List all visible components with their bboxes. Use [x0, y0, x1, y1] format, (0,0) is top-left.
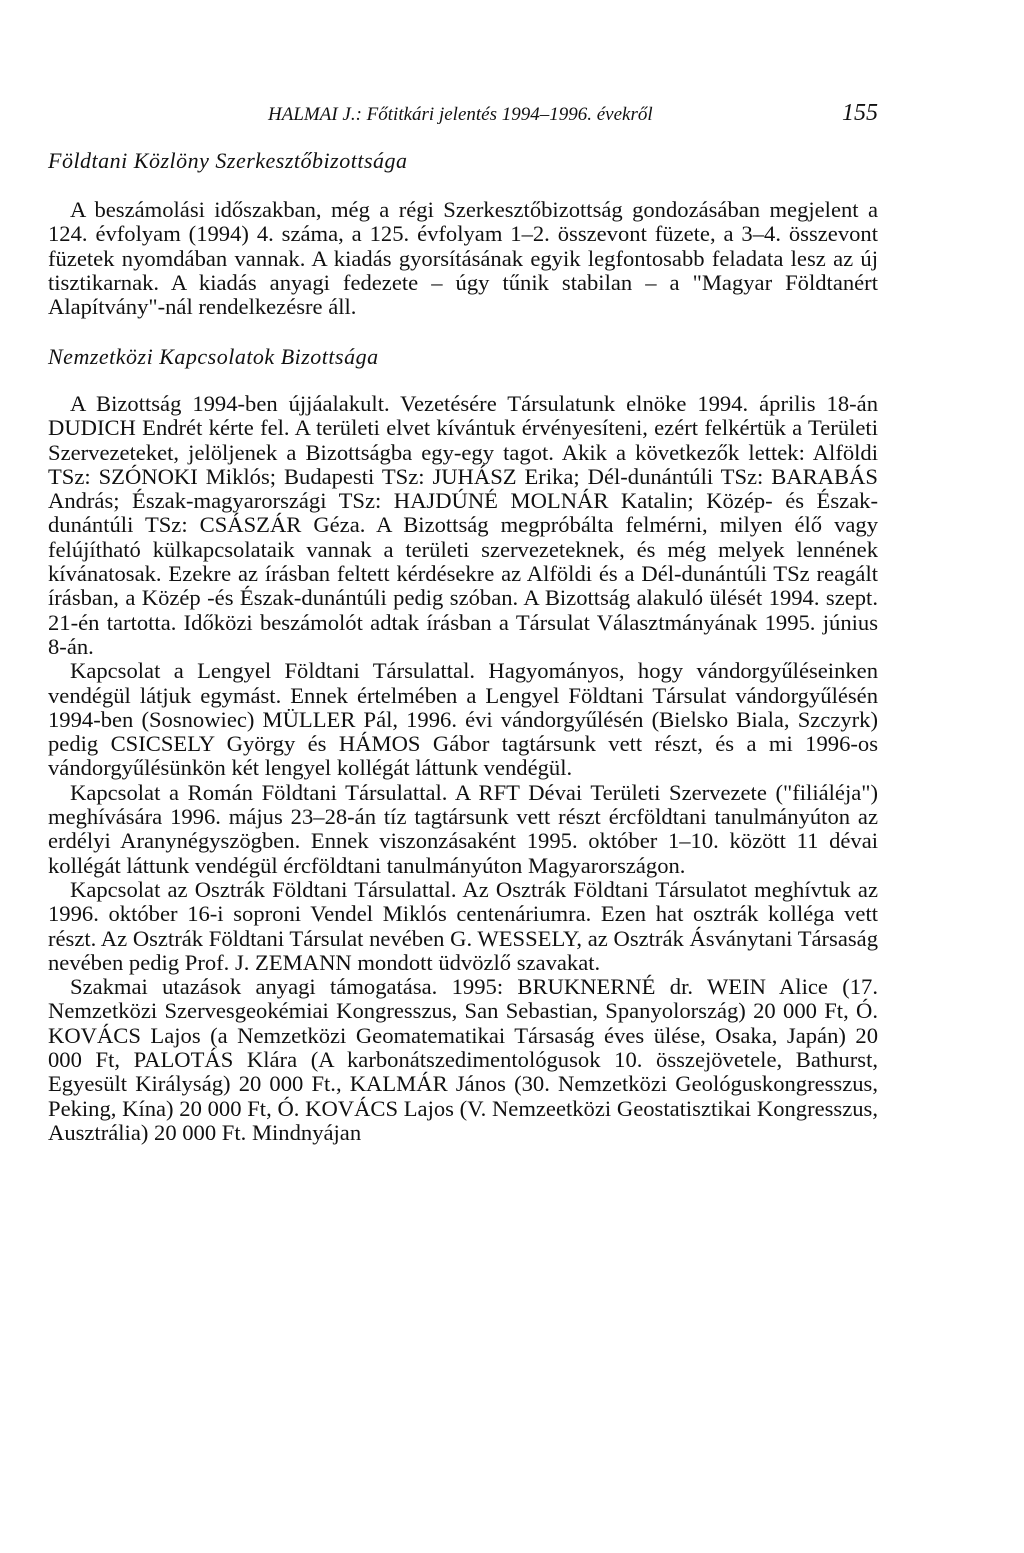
running-title: HALMAI J.: Főtitkári jelentés 1994–1996. évekről [268, 104, 653, 125]
paragraph: A beszámolási időszakban, még a régi Szerkesztőbizottság gondozásában megjelent a 124. évfolyam (1994) 4. száma, a 125. évfolyam 1–2. összevont füzete, a 3–4. összevont füzetek nyomdában vannak. A kiadás gyorsításának egyik legfontosabb feladata lesz az új tisztikarnak. A kiadás anyagi fedezete – úgy tűnik stabilan – a "Magyar Földtanért Alapítvány"-nál rendelkezésre áll. [48, 197, 878, 320]
paragraph: Kapcsolat a Lengyel Földtani Társulattal. Hagyományos, hogy vándorgyűléseinken vendégül látjuk egymást. Ennek értelmében a Lengyel Földtani Társulat vándorgyűlésén 1994-ben (Sosnowiec) MÜLLER Pál, 1996. évi vándorgyűlésén (Bielsko Biala, Szczyrk) pedig CSICSELY György és HÁMOS Gábor tagtársunk vett részt, és a mi 1996-os vándorgyűlésünkön két lengyel kollégát láttunk vendégül. [48, 658, 878, 781]
paragraph: Szakmai utazások anyagi támogatása. 1995: BRUKNERNÉ dr. WEIN Alice (17. Nemzetközi Szervesgeokémiai Kongresszus, San Sebastian, Spanyolország) 20 000 Ft, Ó. KOVÁCS Lajos (a Nemzetközi Geomatematikai Társaság éves ülése, Osaka, Japán) 20 000 Ft, PALOTÁS Klára (A karbonátszedimentológusok 10. összejövetele, Bathurst, Egyesült Királyság) 20 000 Ft., KALMÁR János (30. Nemzetközi Geológuskongresszus, Peking, Kína) 20 000 Ft, Ó. KOVÁCS Lajos (V. Nemzeetközi Geostatisztikai Kongresszus, Ausztrália) 20 000 Ft. Mindnyájan [48, 974, 878, 1145]
section-title-editorial-board: Földtani Közlöny Szerkesztőbizottsága [48, 148, 408, 173]
section-title-international-relations: Nemzetközi Kapcsolatok Bizottsága [48, 344, 379, 369]
section-international-body [48, 392, 878, 1145]
paragraph: Kapcsolat az Osztrák Földtani Társulattal. Az Osztrák Földtani Társulatot meghívtuk az 1996. október 16-i soproni Vendel Miklós centenáriumra. Ezen hat osztrák kollégа vett részt. Az Osztrák Földtani Társulat nevében G. WESSELY, az Osztrák Ásványtani Társaság nevében pedig Prof. J. ZEMANN mondott üdvözlő szavakat. [48, 876, 878, 975]
page-number: 155 [842, 100, 878, 126]
paragraph: A Bizottság 1994-ben újjáalakult. Vezetésére Társulatunk elnöke 1994. április 18-án DUDICH Endrét kérte fel. A területi elvet kívántuk érvényesíteni, ezért felkértük a Területi Szervezeteket, jelöljenek a Bizottságba egy-egy tagot. Akik a következők lettek: Alföldi TSz: SZÓNOKI Miklós; Budapesti TSz: JUHÁSZ Erika; Dél-dunántúli TSz: BARABÁS András; Észak-magyarországi TSz: HAJDÚNÉ MOLNÁR Katalin; Közép- és Észak-dunántúli TSz: CSÁSZÁR Géza. A Bizottság megpróbálta felmérni, milyen élő vagy felújítható külkapcsolataik vannak a területi szervezeteknek, és még melyek lennének kívánatosak. Ezekre az írásban feltett kérdésekre az Alföldi és a Dél-dunántúli TSz reagált írásban, a Közép -és Észak-dunántúli pedig szóban. A Bizottság alakuló ülését 1994. szept. 21-én tartotta. Időközi beszámolót adtak írásban a Társulat Választmányának 1995. június 8-án. [48, 391, 878, 659]
section-editorial-body [48, 198, 878, 319]
paragraph: Kapcsolat a Román Földtani Társulattal. A RFT Dévai Területi Szervezete ("filiáléja") meghívására 1996. május 23–28-án tíz tagtársunk vett részt ércföldtani tanulmányúton az erdélyi Aranynégyszögben. Ennek viszonzásaként 1995. október 1–10. között 11 dévai kollégát láttunk vendégül ércföldtani tanulmányúton Magyarországon. [48, 779, 878, 878]
running-head [48, 96, 878, 136]
